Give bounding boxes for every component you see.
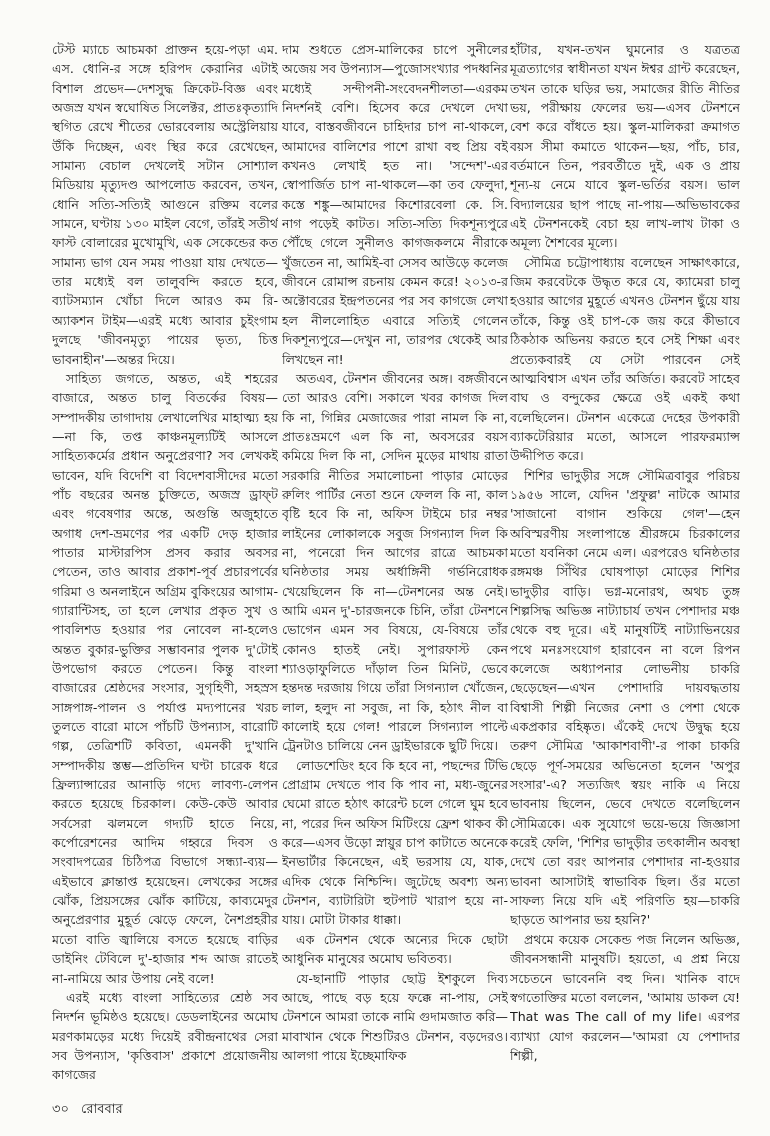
- column-1: [52, 40, 278, 1092]
- paragraph: সাহিত্য জগতে, অন্তত, এই শহরের বাজারে, অন্তত চালু বিতর্কের বিষয়—সম্পাদকীয় তাগাদায় লেখালেখির মাহাত্ম্য হয়—না কি, তপ্ত কাঞ্চনমূল্যটিই আসলে সাহিত্যকর্মের প্রধান অনুপ্রেরণা? সব লেখকই ভাবেন, যদি বিদেশি বা বিদেশবাসীদের মতো পাঁচ বছরের অনন্ত চুক্তিতে, অজস্র ড্রাফ্‌ট এবং গবেষণার অন্তে, অগুন্তি অজুহাতে অগাধ দেশ-ভ্রমণের পর একটি দেড় হাজার পাতার মাস্টারপিস প্রসব করার অবসর পেতেন, তাও আবার প্রকাশ-পূর্ব প্রচারপর্বের গরিমা ও অনলাইনে অগ্রিম বুকিংয়ের আগাম-গ্যারান্টিসহ, তা হলে লেখার প্রকৃত সুখ ও পাবলিশড হওয়ার পর নোবেল না-হলেও অন্তত বুকার-ভুক্তির সম্ভাবনার পুলক দু'টোই উপভোগ করতে পেতেন। কিন্তু বাংলা বাজারের শ্রেষ্ঠদের সংসার, সুগৃহিণী, সহস্রস সাঙ্গপাঙ্গ-পালন ও পর্যাপ্ত মদ্যপানের খরচ তুলতে বারো মাসে পাঁচটি উপন্যাস, বারোটি গল্প, তেত্রিশটি কবিতা, এমনকী দু'খানি সম্পাদকীয় স্তম্ভ—প্রতিদিন ঘণ্টা চারেক ধরে ফ্রিল্যান্সারের আনাড়ি গদ্যে লাবণ্য-লেপন করতে হয়েছে চিরকাল। কেউ-কেউ আবার সর্বসেরা ঝলমলে গদ্যটি হাতে নিয়ে, কর্পোরেশনের আদিম গহ্বরে দিবস ও সংবাদপত্রের চিঠিপত্র বিভাগে সন্ধ্যা-ব্যয়—এইভাবে ক্লান্তাপ্ত হয়েছেন। লেখকের সঙ্গের ঝোঁক, প্রিয়সঙ্গের ঝোঁক কাটিয়ে, কাব্যমেদুর অনুপ্রেরণার মুহূর্ত ঝেড়ে ফেলে, নৈশপ্রহরীর মতো বাতি জ্বালিয়ে বসতে হয়েছে বাড়ির ডাইনিং টেবিলে দু'-হাজার শব্দ আজ রাতেই না-নামিয়ে আর উপায় নেই বলে!: [52, 370, 278, 986]
- column-3: [510, 40, 740, 1092]
- paragraph: শিশির ভাদুড়ীর সঙ্গে সৌমিত্রবাবুর পরিচয় ১৯৫৬ সালে, যেদিন 'প্রফুল্ল' নাটকে আমার 'সাজানো বাগান শুকিয়ে গেল'—হেন অবিস্মরণীয় সংলাপান্তে শ্রীরঙ্গমে চিরকালের মতো যবনিকা নেমে এল। এরপরেও ঘনিষ্ঠতার রঙ্গমঞ্চ সিঁথির ঘোষপাড়া মোড়ের শিশির ভাদুড়ীর বাড়ি। ভগ্ন-মনোরথ, অথচ তুঙ্গ শিল্পসিদ্ধ অভিজ্ঞ নাট্যাচার্য তখন পেশাদার মঞ্চ থেকে বহু দূরে। এই মানুষটিই নাট্যাভিনয়ের পথে মনঃসংযোগ হারাবেন না বলে রিপন কলেজে অধ্যাপনার লোভনীয় চাকরি ছেড়েছেন—এখন পেশাদারি দায়বদ্ধতায় বিশ্বাসী শিল্পী নিজের নেশা ও পেশা থেকে একপ্রকার বহিষ্কৃত। এঁকেই দেখে উদ্বুদ্ধ হয়ে তরুণ সৌমিত্র 'আকাশবাণী'-র পাকা চাকরি ছেড়ে পূর্ণ-সময়ের অভিনেতা হলেন 'অপুর সংসার'-এ? সত্যজিৎ স্বয়ং নাকি এ নিয়ে ভাবনায় ছিলেন, ভেবে দেখতে বলেছিলেন সৌমিত্রকে। এক সুযোগে ভয়ে-ভয়ে জিজ্ঞাসা করেই ফেলি, 'শিশির ভাদুড়ীর তৎকালীন অবস্থা দেখে তো বরং আপনার পেশাদার না-হওয়ার ভাবনা আসাটাই স্বাভাবিক ছিল। ওঁর মতো সাফল্য নিয়ে যদি এই পরিণতি হয়—চাকরি ছাড়তে আপনার ভয় হয়নি?': [510, 467, 740, 928]
- paragraph: টেস্ট ম্যাচে আচমকা প্রাক্তন হয়ে-পড়া এম. এস. ধোনি-র সঙ্গে হরিপদ কেরানির এটাই বিশাল প্রভেদ—দেশসুদ্ধ ক্রিকেট-বিজ্ঞ এবং অজস্র যখন স্বঘোষিত সিলেক্টর, প্রাতঃকৃত্যাদি স্থগিত রেখে শীতের ভোরবেলায় অস্ট্রেলিয়ায় উঁকি দিচ্ছেন, এবং স্থির করে রেখেছেন, সামান্য বেচাল দেখলেই সটান সোশ্যাল মিডিয়ায় মৃত্যুদণ্ড আপলোড করবেন, তখন, ধোনি সত্যি-সত্যিই আগুনে রক্তিম বলের সামনে, ঘণ্টায় ১৩০ মাইল বেগে, তাঁরই সতীর্থ ফাস্ট বোলারের মুখোমুখি, এক সেকেন্ডের কত সামান্য ভাগ যেন সময় পাওয়া যায় দেখতে—তার মধ্যেই বল তালুবন্দি করতে হবে, ব্যাটসম্যান খোঁচা দিলে আরও কম রি-অ্যাকশন টাইম—এরই মধ্যে আবার চুইংগাম দুলছে 'জীবনমৃত্যু পায়ের ভৃত্য, চিত্ত ভাবনাহীন'—অন্তর দিয়ে।: [52, 42, 278, 367]
- column-2: [282, 40, 508, 1092]
- paragraph: সৌমিত্র চট্টোপাধ্যায় বলেছেন সাক্ষাৎকারে, জিম করবেটকে উদ্ধৃত করে যে, ক্যামেরা চালু হওয়ার আগের মুহূর্তে এখনও টেনশন ছুঁয়ে যায় তাঁকে, কিন্তু ওই চাপ-কে জয় করে কীভাবে ঠিকঠাক অভিনয় করতে হবে সেই শিক্ষা এবং প্রত্যেকবারই যে সেটা পারবেন সেই আত্মবিশ্বাস এখন তাঁর অর্জিত। করবেট সাহেব বাঘ ও বন্দুকের ক্ষেত্রে ওই একই কথা বলেছিলেন। টেনশন একেত্রে দেহের উপকারী ব্যাকটেরিয়ার মতো, আসলে পারফরম্যান্স উদ্দীপিত করে।: [510, 254, 740, 464]
- paragraph: হাঁটার, যখন-তখন ঘুমনোর ও যত্রতত্র মূত্রত্যাগের স্বাধীনতা যখন ঈশ্বর গ্রান্ট করেছেন, তখন তাকে ঘড়ির ভয়, সমাজের রীতি নীতির ভয়, পরীক্ষায় ফেলের ভয়—এসব টেনশনে বেশ করে বাঁধতে হয়। স্কুল-মালিকরা ক্রমাগত বয়স সীমা কমাতে থাকেন—ছয়, পাঁচ, চার, বর্তমানে তিন, পরবর্তীতে দুই, এক ও প্রায় শূন্য-য় নেমে যাবে স্কুল-ভর্তির বয়স। ভাল বিদ্যালয়ের ছাপ পাছে না-পায়—অভিভাবকের এই টেনশনকেই বেচা হয় লাখ-লাখ টাকা ও অমূল্য শৈশবের মূল্যে।: [510, 42, 740, 251]
- page-footer: [52, 1100, 131, 1121]
- paragraph: এরই মধ্যে বাংলা সাহিত্যের শ্রেষ্ঠ সব নিদর্শন ভূমিষ্ঠও হয়েছে। ডেডলাইনের অমোঘ মরণকামড়ের মধ্যে দিয়েই রবীন্দ্রনাথের সেরা সব উপন্যাস, 'কৃত্তিবাস' প্রকাশে প্রয়োজনীয় কাগজের: [52, 989, 278, 1083]
- paragraph: লোডশেডিং হবে কি হবে না, পছন্দের টিভি প্রোগ্রাম দেখতে পাব কি পাব না, মধ্য-জুনের ঘেমো রাতে হঠাৎ কারেন্ট চলে গেলে ঘুম হবে না, পরের দিন অফিস মিটিংয়ে ফ্রেশ থাকব কী করে—এসব উড়ো স্নায়ুর চাপ কাটাতে অনেকে ইনভার্টার কিনেছেন, এই ভরসায় যে, যাক, এদিক থেকে নিশ্চিন্দি। জুটেছে অবশ্য অন্য টেনশন, ব্যাটারিটা হুটপাট খারাপ হয়ে না-যায়। মোটা টাকার ধাক্কা।: [282, 757, 508, 928]
- paragraph: যে-ছানাটি পাড়ার ছোট্ট ইশকুলে দিব্য আছে, পাছে বড় হয়ে ফক্কে না-পায়, সেই টেনশনে আমরা তাকে নামি গুদামজাত করি—মাবাখান থেকে শিশুটিরও টেনশন, বড়দেরও। আলগা পায়ে ইচ্ছেমাফিক: [282, 970, 508, 1063]
- paragraph: এক টেনশন থেকে অন্যের দিকে ছোটা আধুনিক মানুষের অমোঘ ভবিতব্য।: [282, 931, 508, 967]
- paragraph: দাম শুধতে প্রেস-মালিকের চাপে সুনীলের অজেয় সব উপন্যাস—পুজোসংখ্যার পদধ্বনির মধ্যেই সন্দীপনী-সংবেদনশীলতা—এরকম নিদর্শনই বেশি। হিসেব করে দেখলে দেখা যাবে, বাস্তবজীবনে চাহিদার চাপ না-থাকলে, আমাদের বালিশের পাশে রাখা বহু প্রিয় বই কখনও লেখাই হত না। 'সন্দেশ'-এর স্বোপার্জিত চাপ না-থাকলে—কা তব ফেলুদা, কস্তে শঙ্কু—আমাদের কিশোরবেলা কে. সি. নাগ পড়েই কাটত। সত্যি-সত্যি দিকশূন্যপুরে পৌঁছে গেলে সুনীলও কাগজকলমে নীরাকে খুঁজতেন না, আমিই-বা সেসব আউড়ে কলেজ জীবনে রোমান্স রচনায় কেমন করে! ২০১৩-র অক্টোবরের ইন্দ্রপতনের পর সব কাগজে লেখা হল নীললোহিত এবারে সত্যিই গেলেন দিকশূন্যপুরে—দেখুন না, তারপর থেকেই আর লিখছেন না!: [282, 42, 508, 367]
- magazine-name: রোববার: [81, 1102, 123, 1117]
- paragraph: অতএব, টেনশন জীবনের অঙ্গ। বঙ্গজীবনে তো আরও বেশি। সকালে খবর কাগজ দিল কি না, গিন্নির মেজাজের পারা নামল কি না, প্রাতঃভ্রমণে এল কি না, অবসরের বয়স কমিয়ে দিল কি না, সেদিন মুড়ের মাথায় রাতা সরকারি নীতির সমালোচনা পাড়ার মোড়ের রুলিং পার্টির নেতা শুনে ফেলল কি না, কাল বৃষ্টি হবে কি না, অফিস টাইমে চার নম্বর লাইনের লোকালকে সবুজ সিগন্যাল দিল কি না, পনেরো দিন আগের রাত্রে আচমকা ঘনিষ্ঠতার সময় অর্ধাঙ্গিনী গর্ভনিরোধক খেয়েছিলেন কি না—টেনশনের অন্ত নেই। আমি এমন দু'-চারজনকে চিনি, তাঁরা টেনশনে ভোগেন এমন সব বিষয়ে, যে-বিষয়ে তাঁর কোনও হাতই নেই। সুপারফাস্ট কেন শ্যাওড়াফুলিতে দাঁড়াল তিন মিনিট, ভেবে হন্তদন্ত দরজায় গিয়ে তাঁরা সিগন্যাল খোঁজেন, লাল, হলুদ না সবুজ, না কি, হঠাৎ নীল বা কালোই হয়ে গেল! পারলে সিগন্যাল পাল্টে ট্রেনটাও চালিয়ে নেন ড্রাইভারকে ছুটি দিয়ে।: [282, 370, 508, 754]
- page-number: ৩০: [52, 1102, 69, 1117]
- paragraph: প্রথমে কয়েক সেকেন্ড পজ নিলেন অভিজ্ঞ, জীবনসন্ধানী মানুষটি। হয়তো, এ প্রশ্ন নিয়ে সচেতনে ভাবেননি বহু দিন। খানিক বাদে স্বগতোক্তির মতো বললেন, 'আমায় ডাকল যে! That was The call of my life। এরপর ব্যাখ্যা যোগ করলেন—'আমরা যে পেশাদার শিল্পী,: [510, 931, 740, 1063]
